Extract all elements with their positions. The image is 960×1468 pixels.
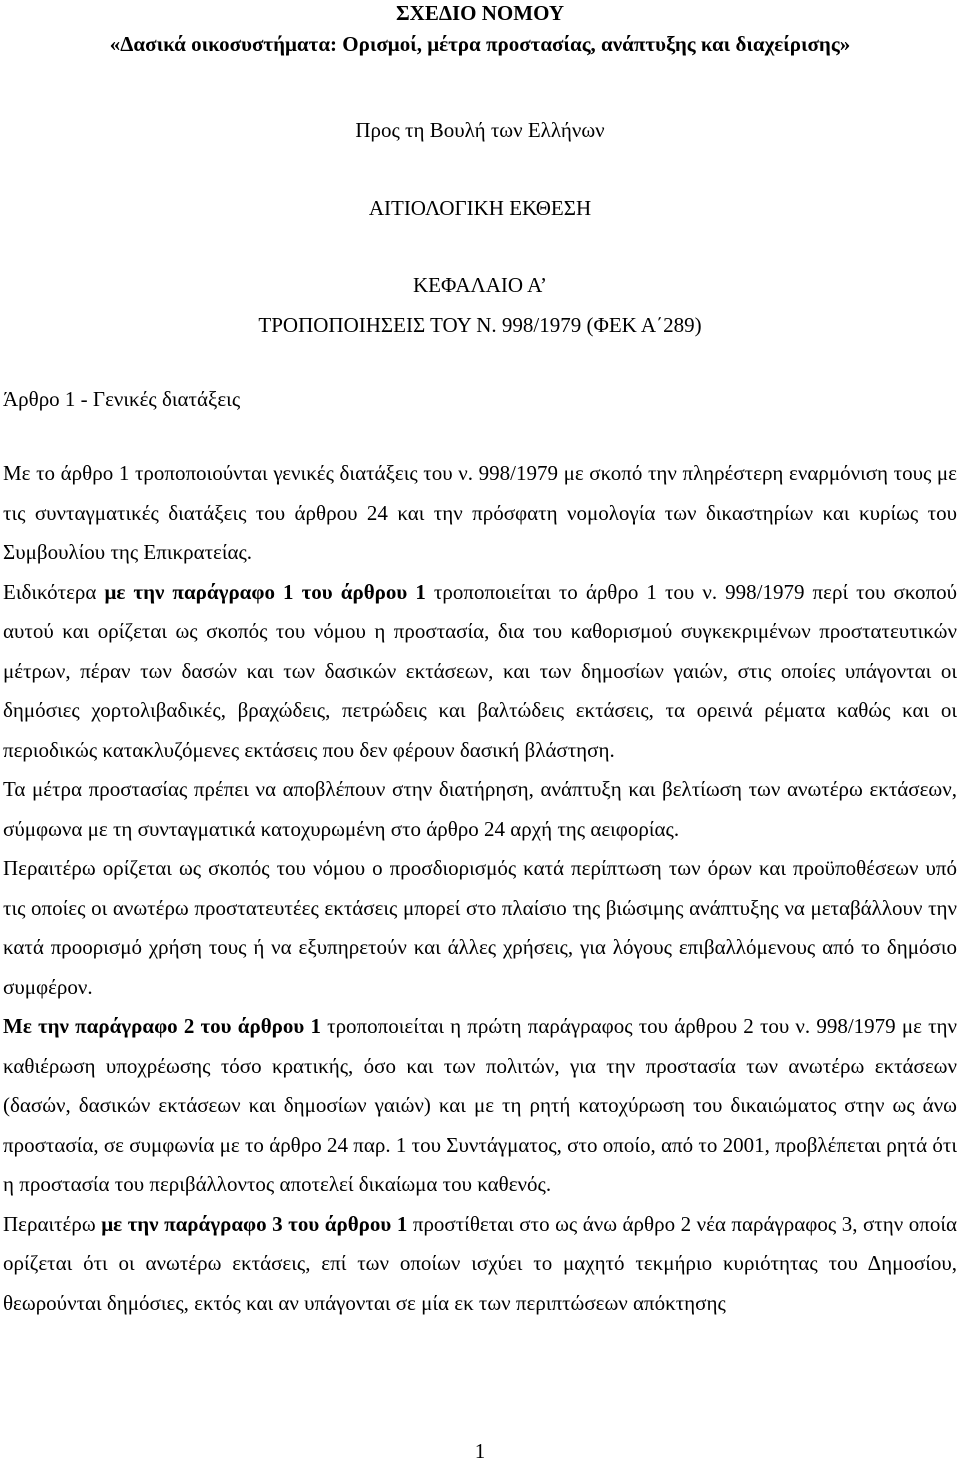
body-text xyxy=(3,454,957,1323)
paragraph-6-intro: Περαιτέρω xyxy=(3,1211,102,1236)
paragraph-1: Με το άρθρο 1 τροποποιούνται γενικές διατάξεις του ν. 998/1979 με σκοπό την πληρέστερη εναρμόνιση τους με τις συνταγματικές διατάξεις του άρθρου 24 και την πρόσφατη νομολογία των δικαστηρίων και κυρίως του Συμβουλίου της Επικρατείας. xyxy=(3,461,957,564)
paragraph-2-intro: Ειδικότερα xyxy=(3,579,105,604)
paragraph-5 xyxy=(3,1007,957,1205)
chapter-title: ΤΡΟΠΟΠΟΙΗΣΕΙΣ ΤΟΥ Ν. 998/1979 (ΦΕΚ Α΄289) xyxy=(258,313,702,337)
paragraph-4: Περαιτέρω ορίζεται ως σκοπός του νόμου ο προσδιορισμός κατά περίπτωση των όρων και προϋποθέσεων υπό τις οποίες οι ανωτέρω προστατευτέες εκτάσεις μπορεί στο πλαίσιο της βιώσιμης ανάπτυξης να μεταβάλλουν την κατά προορισμό χρήση τους ή να εξυπηρετούν και άλλες χρήσεις, για λόγους επιβαλλόμενους από το δημόσιο συμφέρον. xyxy=(3,856,957,999)
paragraph-6 xyxy=(3,1205,957,1324)
paragraph-6-bold: με την παράγραφο 3 του άρθρου 1 xyxy=(101,1211,408,1236)
addressee-line: Προς τη Βουλή των Ελλήνων xyxy=(355,118,605,142)
paragraph-5-text: τροποποιείται η πρώτη παράγραφος του άρθρου 2 του ν. 998/1979 με την καθιέρωση υποχρέωσης τόσο κρατικής, όσο και των πολιτών, για την προστασία των ανωτέρω εκτάσεων (δασών, δασικών εκτάσεων και δημοσίων γαιών) και με τη ρητή κατοχύρωση του δικαιώματος στην ως άνω προστασία, σε συμφωνία με το άρθρο 24 παρ. 1 του Συντάγματος, στο οποίο, από το 2001, προβλέπεται ρητά ότι η προστασία του περιβάλλοντος αποτελεί δικαίωμα του καθενός. xyxy=(3,1014,957,1196)
page-number: 1 xyxy=(474,1439,486,1463)
paragraph-2-bold: με την παράγραφο 1 του άρθρου 1 xyxy=(104,579,426,604)
paragraph-3: Τα μέτρα προστασίας πρέπει να αποβλέπουν στην διατήρηση, ανάπτυξη και βελτίωση των ανωτέρω εκτάσεων, σύμφωνα με τη συνταγματικά κατοχυρωμένη στο άρθρο 24 αρχή της αειφορίας. xyxy=(3,777,957,841)
document-subtitle: «Δασικά οικοσυστήματα: Ορισμοί, μέτρα προστασίας, ανάπτυξης και διαχείρισης» xyxy=(109,32,851,56)
paragraph-2-text: τροποποιείται το άρθρο 1 του ν. 998/1979 περί του σκοπού αυτού και ορίζεται ως σκοπός του νόμου η προστασία, δια του καθορισμού συγκεκριμένων προστατευτικών μέτρων, πέραν των δασών και των δασικών εκτάσεων, και των δημοσίων γαιών, στις οποίες υπάγονται οι δημόσιες χορτολιβαδικές, βραχώδεις, πετρώδεις και βαλτώδεις εκτάσεις, τα ορεινά ρέματα καθώς και οι περιοδικώς κατακλυζόμενες εκτάσεις που δεν φέρουν δασική βλάστηση. xyxy=(3,579,957,762)
paragraph-6-text: προστίθεται στο ως άνω άρθρο 2 νέα παράγραφος 3, στην οποία ορίζεται ότι οι ανωτέρω εκτάσεις, επί των οποίων ισχύει το μαχητό τεκμήριο κυριότητας του Δημοσίου, θεωρούνται δημόσιες, εκτός και αν υπάγονται σε μία εκ των περιπτώσεων απόκτησης xyxy=(3,1211,957,1315)
report-heading: ΑΙΤΙΟΛΟΓΙΚΗ ΕΚΘΕΣΗ xyxy=(368,196,592,220)
chapter-heading: ΚΕΦΑΛΑΙΟ Α’ xyxy=(413,273,547,297)
paragraph-2 xyxy=(3,573,957,771)
document-title: ΣΧΕΔΙΟ ΝΟΜΟΥ xyxy=(395,1,565,25)
paragraph-5-bold: Με την παράγραφο 2 του άρθρου 1 xyxy=(3,1014,321,1038)
article-heading: Άρθρο 1 - Γενικές διατάξεις xyxy=(3,387,241,411)
